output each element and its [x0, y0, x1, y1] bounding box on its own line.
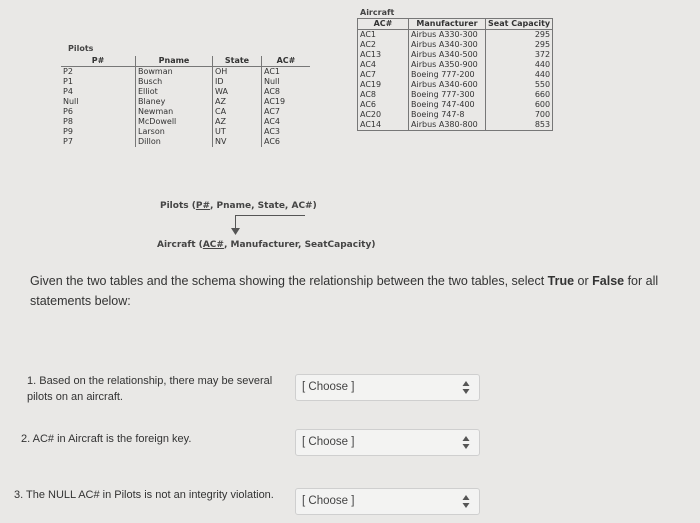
- pilots-schema-attributes: , Pname, State, AC#): [210, 201, 317, 211]
- aircraft-acnum-cell: AC1: [360, 30, 377, 39]
- pilots-state-cell: OH: [213, 67, 262, 78]
- question-instructions: [30, 271, 690, 311]
- aircraft-seat-capacity-cell: 440: [486, 70, 553, 80]
- pilots-table-row: [61, 77, 310, 87]
- question-1-text: 1. Based on the relationship, there may be several pilots on an aircraft.: [27, 375, 273, 403]
- pilots-header-state: State: [213, 56, 262, 67]
- aircraft-table-row: [358, 70, 553, 80]
- aircraft-table-row: [358, 110, 553, 120]
- pilots-state-cell: ID: [213, 77, 262, 87]
- pilots-pname-cell: Blaney: [136, 97, 213, 107]
- aircraft-seat-capacity-cell: 600: [486, 100, 553, 110]
- aircraft-table-row: [358, 30, 553, 41]
- pilots-schema-name: Pilots (: [160, 201, 196, 211]
- aircraft-acnum-cell: AC14: [360, 120, 382, 129]
- pilots-pname-cell: Elliot: [136, 87, 213, 97]
- aircraft-schema-name: Aircraft (: [157, 240, 203, 250]
- pilots-table-row: [61, 97, 310, 107]
- aircraft-acnum-cell: AC7: [360, 70, 377, 79]
- pilots-acnum-cell: AC3: [262, 127, 311, 137]
- pilots-acnum-cell: AC19: [262, 97, 311, 107]
- pilots-header-row: [61, 56, 310, 67]
- instructions-text: Given the two tables and the schema showing the relationship between the two tables, select: [30, 274, 548, 288]
- aircraft-manufacturer-cell: Boeing 747-8: [409, 110, 486, 120]
- aircraft-table: [357, 18, 553, 131]
- aircraft-seat-capacity-cell: 372: [486, 50, 553, 60]
- pilots-pname-cell: Bowman: [136, 67, 213, 78]
- pilots-header-acnum: AC#: [262, 56, 311, 67]
- pilots-state-cell: WA: [213, 87, 262, 97]
- aircraft-seat-capacity-cell: 853: [486, 120, 553, 131]
- aircraft-table-row: [358, 120, 553, 131]
- pilots-table-row: [61, 127, 310, 137]
- aircraft-seat-capacity-cell: 550: [486, 80, 553, 90]
- aircraft-schema-attributes: , Manufacturer, SeatCapacity): [223, 240, 376, 250]
- pilots-pnum-cell: P4: [63, 87, 73, 96]
- aircraft-manufacturer-cell: Boeing 777-200: [409, 70, 486, 80]
- question-2-select[interactable]: [295, 429, 480, 456]
- pilots-pnum-cell: P9: [63, 127, 73, 136]
- aircraft-table-row: [358, 90, 553, 100]
- aircraft-acnum-cell: AC8: [360, 90, 377, 99]
- aircraft-seat-capacity-cell: 295: [486, 40, 553, 50]
- pilots-header-pname: Pname: [136, 56, 213, 67]
- pilots-table-row: [61, 137, 310, 147]
- pilots-state-cell: CA: [213, 107, 262, 117]
- pilots-pname-cell: McDowell: [136, 117, 213, 127]
- aircraft-table-row: [358, 50, 553, 60]
- question-2-selected-value: [ Choose ]: [302, 436, 355, 448]
- aircraft-table-row: [358, 60, 553, 70]
- aircraft-table-row: [358, 80, 553, 90]
- pilots-table: [61, 56, 310, 147]
- aircraft-seat-capacity-cell: 700: [486, 110, 553, 120]
- aircraft-acnum-cell: AC6: [360, 100, 377, 109]
- pilots-acnum-cell: AC4: [262, 117, 311, 127]
- pilots-table-row: [61, 67, 310, 78]
- pilots-table-title: Pilots: [68, 44, 94, 53]
- aircraft-header-row: [358, 19, 553, 30]
- instructions-or: or: [574, 274, 593, 288]
- aircraft-manufacturer-cell: Airbus A330-300: [409, 30, 486, 41]
- question-3-text: 3. The NULL AC# in Pilots is not an integrity violation.: [14, 489, 274, 501]
- aircraft-seat-capacity-cell: 440: [486, 60, 553, 70]
- pilots-pname-cell: Larson: [136, 127, 213, 137]
- question-3-selected-value: [ Choose ]: [302, 495, 355, 507]
- question-2-text: 2. AC# in Aircraft is the foreign key.: [21, 433, 192, 445]
- pilots-pname-cell: Busch: [136, 77, 213, 87]
- aircraft-table-row: [358, 40, 553, 50]
- pilots-schema: [160, 201, 317, 211]
- aircraft-seat-capacity-cell: 660: [486, 90, 553, 100]
- pilots-table-row: [61, 107, 310, 117]
- question-3-select[interactable]: [295, 488, 480, 515]
- aircraft-manufacturer-cell: Boeing 747-400: [409, 100, 486, 110]
- pilots-state-cell: UT: [213, 127, 262, 137]
- instructions-tail: for all statements below:: [30, 274, 659, 308]
- aircraft-manufacturer-cell: Airbus A340-300: [409, 40, 486, 50]
- pilots-acnum-cell: Null: [262, 77, 311, 87]
- pilots-state-cell: AZ: [213, 117, 262, 127]
- aircraft-manufacturer-cell: Airbus A380-800: [409, 120, 486, 131]
- aircraft-acnum-cell: AC20: [360, 110, 382, 119]
- schema-arrowhead-icon: [231, 228, 240, 235]
- pilots-acnum-cell: AC8: [262, 87, 311, 97]
- pilots-header-pnum: P#: [61, 56, 136, 67]
- aircraft-acnum-cell: AC19: [360, 80, 382, 89]
- aircraft-schema: [157, 240, 375, 250]
- pilots-state-cell: NV: [213, 137, 262, 147]
- instructions-true-word: True: [547, 274, 575, 288]
- pilots-pnum-cell: P6: [63, 107, 73, 116]
- aircraft-seat-capacity-cell: 295: [486, 30, 553, 41]
- pilots-acnum-cell: AC6: [262, 137, 311, 147]
- aircraft-manufacturer-cell: Airbus A340-600: [409, 80, 486, 90]
- pilots-pnum-cell: Null: [63, 97, 79, 106]
- aircraft-acnum-cell: AC13: [360, 50, 382, 59]
- pilots-table-row: [61, 117, 310, 127]
- aircraft-header-acnum: AC#: [358, 19, 409, 30]
- pilots-state-cell: AZ: [213, 97, 262, 107]
- instructions-false-word: False: [592, 274, 625, 288]
- select-arrows-icon: [462, 494, 470, 509]
- pilots-pnum-cell: P8: [63, 117, 73, 126]
- aircraft-header-manufacturer: Manufacturer: [409, 19, 486, 30]
- select-arrows-icon: [462, 380, 470, 395]
- aircraft-acnum-cell: AC4: [360, 60, 377, 69]
- aircraft-table-title: Aircraft: [360, 8, 395, 17]
- pilots-pnum-cell: P1: [63, 77, 73, 86]
- schema-relation-line-horizontal: [235, 215, 305, 216]
- pilots-acnum-cell: AC1: [262, 67, 311, 78]
- aircraft-manufacturer-cell: Boeing 777-300: [409, 90, 486, 100]
- aircraft-table-row: [358, 100, 553, 110]
- aircraft-header-seat-capacity: Seat Capacity: [486, 19, 553, 30]
- pilots-table-row: [61, 87, 310, 97]
- question-1-selected-value: [ Choose ]: [302, 381, 355, 393]
- pilots-acnum-cell: AC7: [262, 107, 311, 117]
- aircraft-manufacturer-cell: Airbus A350-900: [409, 60, 486, 70]
- pilots-schema-key: P#: [195, 201, 210, 211]
- aircraft-schema-key: AC#: [202, 240, 224, 250]
- pilots-pname-cell: Newman: [136, 107, 213, 117]
- question-1-select[interactable]: [295, 374, 480, 401]
- aircraft-acnum-cell: AC2: [360, 40, 377, 49]
- pilots-pnum-cell: P2: [63, 67, 73, 76]
- pilots-pnum-cell: P7: [63, 137, 73, 146]
- select-arrows-icon: [462, 435, 470, 450]
- pilots-pname-cell: Dillon: [136, 137, 213, 147]
- aircraft-manufacturer-cell: Airbus A340-500: [409, 50, 486, 60]
